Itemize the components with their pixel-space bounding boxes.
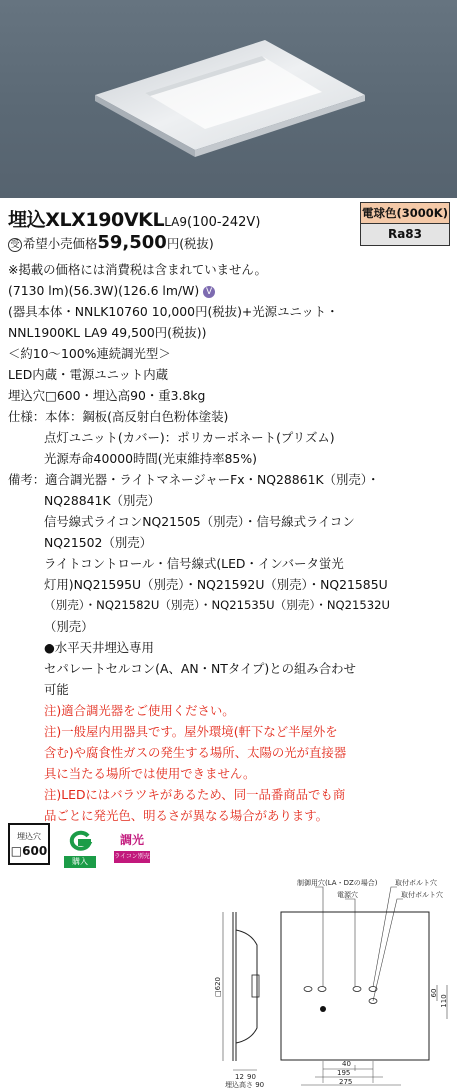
- green-purchase-icon: [64, 830, 96, 868]
- caution-line-1: 注)適合調光器をご使用ください。: [44, 703, 235, 718]
- caution-line-4: 具に当たる場所では使用できません。: [44, 766, 256, 781]
- hole-size-value: □600: [10, 844, 48, 858]
- remark-line-3: 信号線式ライコンNQ21505（別売）・信号線式ライコン: [44, 514, 355, 529]
- dim-12-label: 12: [235, 1073, 244, 1081]
- dim-90-label: 90: [247, 1073, 256, 1081]
- bolt-hole-label-2: 取付ボルト穴: [401, 891, 443, 899]
- dimming-title: 調光: [119, 833, 144, 847]
- color-temperature-badge: 電球色(3000K): [360, 202, 450, 224]
- price-line: 受 希望小売価格59,500円(税抜): [8, 234, 214, 252]
- power-hole-label: 電源穴: [337, 891, 358, 899]
- remark-line-6: 灯用)NQ21595U（別売）・NQ21592U（別売）・NQ21585U: [44, 577, 388, 592]
- spec-line-1: 仕様：本体：鋼板(高反射白色粉体塗装): [8, 409, 229, 424]
- dim-40-label: 40: [342, 1060, 351, 1068]
- ra-badge: Ra83: [360, 224, 450, 246]
- spec-line-3: 光源寿命40000時間(光束維持率85%): [44, 451, 257, 466]
- dim-110-label: 110: [440, 994, 448, 1008]
- builtin-note: LED内蔵・電源ユニット内蔵: [8, 367, 169, 382]
- bolt-hole-label-1: 取付ボルト穴: [395, 879, 437, 887]
- price-breakdown-2: NNL1900KL LA9 49,500円(税抜)): [8, 325, 207, 340]
- dim-620-label: □620: [214, 977, 222, 997]
- price-amount: 59,500: [97, 232, 167, 253]
- price-breakdown-1: (器具本体・NNLK10760 10,000円(税抜)+光源ユニット・: [8, 304, 339, 319]
- green-purchase-label: 購入: [64, 856, 96, 868]
- remark-line-2: NQ28841K（別売）: [44, 493, 161, 508]
- dim-195-label: 195: [337, 1069, 351, 1077]
- spec-line-2: 点灯ユニット(カバー)：ポリカーボネート(プリズム): [44, 430, 335, 445]
- caution-line-2: 注)一般屋内用器具です。屋外環境(軒下など半屋外を: [44, 724, 338, 739]
- remark-line-7: （別売）・NQ21582U（別売）・NQ21535U（別売）・NQ21532U: [44, 598, 391, 612]
- dimming-type: ＜約10～100%連続調光型＞: [8, 346, 171, 361]
- product-title-text: 埋込XLX190VKLLA9(100-242V): [8, 209, 261, 231]
- remark-line-4: NQ21502（別売）: [44, 535, 153, 550]
- control-hole-label: 制御用穴(LA・DZの場合): [297, 879, 378, 887]
- caution-line-5: 注)LEDにはバラツキがあるため、同一品番商品でも商: [44, 787, 346, 802]
- embed-height-label: 埋込高さ 90: [225, 1081, 265, 1088]
- caution-line-3: 含む)や腐食性ガスの発生する場所、太陽の光が直接器: [44, 745, 347, 760]
- g-mark-icon: [67, 830, 93, 852]
- remark-line-8: （別売）: [44, 619, 94, 634]
- dimming-label: ライコン別売: [114, 851, 150, 863]
- remark-line-5: ライトコントロール・信号線式(LED・インバータ蛍光: [44, 556, 344, 571]
- dimming-icon: [114, 830, 150, 863]
- remark-line-11: 可能: [44, 682, 69, 697]
- remark-line-9: ●水平天井埋込専用: [44, 640, 154, 655]
- dim-60-label: 60: [430, 988, 438, 998]
- dim-275-label: 275: [339, 1078, 353, 1086]
- order-mark-icon: 受: [8, 238, 22, 252]
- caution-line-6: 品ごとに発光色、明るさが異なる場合があります。: [44, 808, 328, 823]
- remark-line-1: 備考：適合調光器・ライトマネージャーFx・NQ28861K（別売）・: [8, 472, 380, 487]
- tax-note: ※掲載の価格には消費税は含まれていません。: [8, 262, 267, 277]
- product-photo: [0, 0, 457, 198]
- dimension-drawing: [205, 875, 457, 1088]
- hole-size-label: 埋込穴: [17, 832, 41, 841]
- v-mark-icon: V: [203, 286, 215, 298]
- spec-values: (7130 lm)(56.3W)(126.6 lm/W) V: [8, 282, 215, 299]
- hole-size-icon: [8, 823, 50, 865]
- size-note: 埋込穴□600・埋込高90・重3.8kg: [8, 388, 206, 403]
- remark-line-10: セパレートセルコン(A、AN・NTタイプ)との組み合わせ: [44, 661, 356, 676]
